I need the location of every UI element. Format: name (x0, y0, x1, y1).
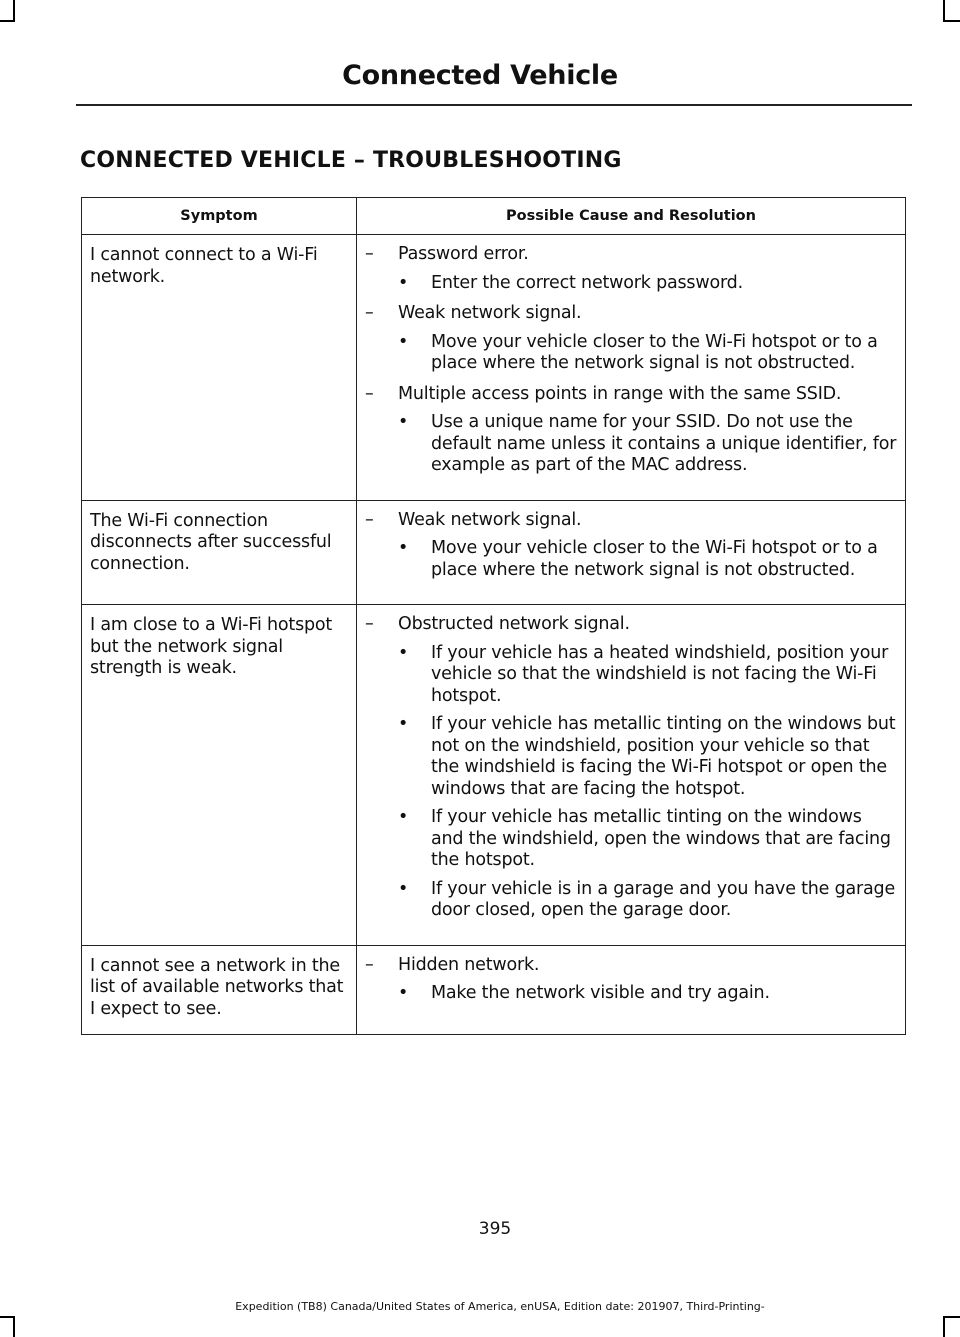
symptom-text: I cannot connect to a Wi-Fi network. (90, 245, 318, 287)
bullet-icon: • (398, 538, 409, 558)
bullet-icon: • (398, 272, 409, 293)
crop-mark-bottom-left-v (13, 1316, 15, 1337)
cause-text: Obstructed network signal. (398, 614, 630, 634)
bullet-text: If your vehicle has metallic tinting on the windows and the windshield, open the windows that are facing the hotspot. (431, 807, 891, 870)
crop-mark-top-left-h (0, 20, 15, 22)
bullet-icon: • (398, 412, 409, 432)
resolution-bullet (365, 412, 899, 477)
bullet-icon: • (398, 642, 409, 663)
crop-mark-bottom-right-h (943, 1316, 960, 1318)
cause-item (365, 614, 899, 636)
symptom-cell (82, 945, 357, 1035)
cause-dash: – (365, 614, 374, 634)
bullet-text: If your vehicle is in a garage and you have the garage door closed, open the garage door. (431, 878, 896, 920)
footer-edition-info: Expedition (TB8) Canada/United States of America, enUSA, Edition date: 201907, Third-Printing- (235, 1300, 765, 1313)
column-header-symptom: Symptom (82, 198, 357, 235)
cause-item (365, 303, 899, 325)
resolution-bullet (365, 983, 899, 1005)
table-row (82, 500, 906, 605)
resolution-cell (357, 605, 906, 946)
resolution-cell (357, 235, 906, 501)
resolution-bullet (365, 538, 899, 581)
crop-mark-top-left-v (13, 0, 15, 22)
page-header-title: Connected Vehicle (342, 60, 618, 91)
bullet-icon: • (398, 878, 409, 899)
section-heading: CONNECTED VEHICLE – TROUBLESHOOTING (80, 148, 622, 173)
symptom-cell (82, 235, 357, 501)
symptom-cell (82, 605, 357, 946)
bullet-text: If your vehicle has a heated windshield, position your vehicle so that the windshield is not facing the Wi-Fi hotspot. (431, 642, 889, 706)
bullet-text: Move your vehicle closer to the Wi-Fi hotspot or to a place where the network signal is not obstructed. (431, 538, 878, 580)
table-row (82, 605, 906, 946)
bullet-text: Make the network visible and try again. (431, 983, 770, 1003)
resolution-cell (357, 500, 906, 605)
cause-text: Multiple access points in range with the same SSID. (398, 383, 842, 404)
cause-item (365, 510, 899, 532)
cause-dash: – (365, 509, 374, 530)
bullet-icon: • (398, 331, 409, 352)
header-divider (76, 104, 912, 106)
bullet-text: If your vehicle has metallic tinting on the windows but not on the windshield, position your vehicle so that the windshield is facing the Wi-Fi hotspot or open the windows that are facing the hotspot. (431, 714, 896, 799)
troubleshooting-table (81, 197, 906, 1035)
crop-mark-bottom-left-h (0, 1316, 15, 1318)
cause-text: Password error. (398, 244, 529, 264)
column-header-resolution: Possible Cause and Resolution (357, 198, 906, 235)
cause-text: Weak network signal. (398, 303, 582, 323)
cause-dash: – (365, 383, 374, 404)
table-row (82, 235, 906, 501)
resolution-bullet (365, 807, 899, 872)
resolution-bullet (365, 879, 899, 922)
symptom-text: I am close to a Wi-Fi hotspot but the network signal strength is weak. (90, 615, 333, 678)
cause-dash: – (365, 954, 374, 975)
cause-text: Hidden network. (398, 954, 540, 975)
cause-dash: – (365, 244, 374, 264)
cause-item (365, 384, 899, 406)
cause-dash: – (365, 303, 374, 323)
page-number: 395 (478, 1219, 512, 1239)
resolution-bullet (365, 273, 899, 295)
symptom-text: The Wi-Fi connection disconnects after successful connection. (90, 510, 332, 574)
bullet-text: Enter the correct network password. (431, 272, 743, 293)
bullet-text: Use a unique name for your SSID. Do not use the default name unless it contains a unique identifier, for example as part of the MAC address. (431, 412, 897, 475)
cause-item (365, 955, 899, 977)
table-row (82, 945, 906, 1035)
bullet-text: Move your vehicle closer to the Wi-Fi hotspot or to a place where the network signal is not obstructed. (431, 331, 878, 373)
resolution-bullet (365, 714, 899, 800)
table-header-row (82, 198, 906, 235)
bullet-icon: • (398, 714, 409, 734)
crop-mark-bottom-right-v (943, 1316, 945, 1337)
resolution-bullet (365, 332, 899, 375)
bullet-icon: • (398, 807, 409, 827)
resolution-cell (357, 945, 906, 1035)
cause-text: Weak network signal. (398, 509, 582, 530)
crop-mark-top-right-h (943, 20, 960, 22)
resolution-bullet (365, 643, 899, 708)
crop-mark-top-right-v (943, 0, 945, 22)
cause-item (365, 244, 899, 266)
bullet-icon: • (398, 983, 409, 1003)
symptom-text: I cannot see a network in the list of available networks that I expect to see. (90, 955, 344, 1019)
symptom-cell (82, 500, 357, 605)
